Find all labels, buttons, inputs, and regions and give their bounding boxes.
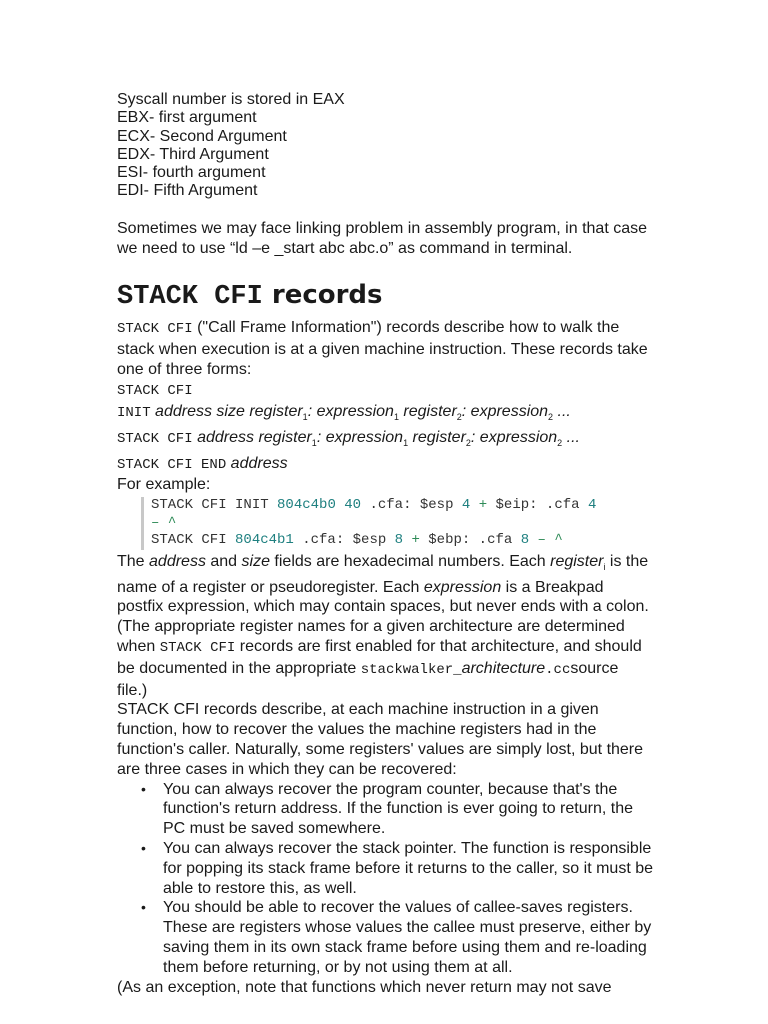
- subscript: 2: [456, 411, 462, 422]
- linking-note: Sometimes we may face linking problem in assembly program, in that case we need to use “ld –e _start abc abc.o” as command in terminal.: [117, 219, 647, 257]
- text-run: and: [205, 552, 242, 570]
- bullet-icon: •: [141, 839, 146, 856]
- trailing-line: (As an exception, note that functions which never return may not save: [117, 978, 612, 996]
- list-item-text: You can always recover the stack pointer. The function is responsible for popping its stack frame before it returns to the caller, so it must be able to restore this, as well.: [163, 839, 654, 897]
- recovery-paragraph: STACK CFI records describe, at each machine instruction in a given function, how to recover the values the machine registers had in the function's caller. Naturally, some registers' values are simply lost, but there are three cases in which they can be recovered:: [117, 701, 644, 778]
- text-run: records are first enabled for that architecture, and should be documented in the appropriate: [117, 638, 642, 677]
- inline-code: STACK CFI END: [117, 456, 227, 473]
- list-item: [141, 898, 653, 977]
- intro-text: ("Call Frame Information") records describe how to walk the stack when execution is at a given machine instruction. These records take one of three forms:: [117, 319, 648, 378]
- bullet-icon: •: [141, 899, 146, 916]
- code-operator: –: [537, 532, 546, 549]
- form-arg: register: [408, 428, 466, 446]
- code-line: [151, 532, 653, 550]
- code-token: .cfa: $esp: [293, 532, 395, 549]
- example-code-block: [141, 497, 653, 550]
- description-paragraph: [117, 552, 653, 701]
- form-arg: register: [398, 402, 457, 420]
- inline-code: STACK CFI: [117, 382, 193, 399]
- code-token: STACK CFI: [151, 532, 236, 549]
- italic-term: address: [149, 552, 206, 570]
- inline-code: INIT: [117, 404, 151, 421]
- list-item-text: You should be able to recover the values of callee-saves registers. These are registers whose values the callee must preserve, either by saving them in its own stack frame before using them and re-loading them before returning, or by not using them at all.: [163, 899, 652, 976]
- subscript: 2: [465, 437, 471, 448]
- text-run: The: [117, 552, 150, 570]
- list-item-text: You can always recover the program counter, because that's the function's return address. If the function is ever going to return, the PC must be saved somewhere.: [163, 780, 633, 838]
- code-operator: +: [411, 532, 420, 549]
- document-page: [117, 91, 653, 997]
- form-arg: ...: [553, 402, 571, 420]
- code-number: 804c4b1: [235, 532, 294, 549]
- subscript: 1: [302, 411, 308, 422]
- list-item: [141, 839, 654, 898]
- form-arg: : expression: [307, 402, 394, 420]
- note-line: ESI- fourth argument: [117, 164, 266, 182]
- subscript: 1: [403, 437, 409, 448]
- form-3: [117, 454, 653, 476]
- note-line: Syscall number is stored in EAX: [117, 91, 345, 108]
- form-arg: address register: [192, 428, 312, 446]
- form-1: [117, 380, 653, 428]
- code-number: 4: [587, 497, 597, 514]
- form-arg: : expression: [316, 428, 404, 446]
- code-token: .cfa: $esp: [361, 497, 462, 514]
- code-line: [151, 497, 653, 532]
- italic-term: register: [550, 552, 604, 570]
- code-operator: +: [478, 497, 488, 514]
- text-run: source file.): [117, 659, 619, 699]
- note-line: ECX- Second Argument: [117, 127, 287, 145]
- code-operator: ^: [167, 514, 177, 531]
- subscript: 2: [548, 411, 554, 422]
- list-item: [141, 780, 653, 839]
- code-token: $ebp: .cfa: [419, 532, 521, 549]
- code-number: 8: [520, 532, 530, 549]
- inline-code: STACK CFI: [117, 430, 193, 447]
- form-arg: : expression: [461, 402, 549, 420]
- code-operator: ^: [554, 532, 563, 549]
- note-line: EDX- Third Argument: [117, 145, 269, 163]
- code-number: 804c4b0: [277, 497, 336, 514]
- form-arg: address size register: [150, 402, 303, 420]
- code-number: 8: [394, 532, 404, 549]
- form-2: [117, 428, 653, 454]
- intro-paragraph: [117, 318, 653, 379]
- form-arg: address: [226, 454, 288, 472]
- spacer: [117, 201, 653, 219]
- bullet-icon: •: [141, 780, 146, 797]
- code-number: 4: [461, 497, 471, 514]
- inline-code: STACK CFI: [117, 321, 193, 338]
- inline-code: STACK CFI: [159, 640, 236, 656]
- recovery-list: [117, 780, 653, 978]
- inline-code: .cc: [545, 661, 571, 678]
- example-label: For example:: [117, 476, 211, 494]
- subscript: 1: [311, 437, 317, 448]
- text-run: is a Breakpad postfix expression, which may contain spaces, but never ends with a colon. (The appropriate register names for a given architecture are determined when: [117, 578, 649, 655]
- note-line: EBX- first argument: [117, 109, 257, 127]
- code-token: $eip: .cfa: [487, 497, 588, 514]
- italic-term: architecture: [461, 659, 546, 677]
- italic-term: expression: [423, 578, 502, 596]
- code-number: 40: [344, 497, 362, 514]
- italic-term: size: [241, 552, 270, 570]
- code-operator: –: [151, 514, 160, 531]
- form-arg: ...: [562, 428, 580, 446]
- subscript: i: [603, 561, 606, 572]
- form-arg: : expression: [470, 428, 558, 446]
- syscall-notes: [117, 91, 653, 201]
- subscript: 1: [393, 411, 399, 422]
- heading-text: records: [262, 280, 383, 311]
- code-token: STACK CFI INIT: [151, 497, 278, 514]
- inline-code: stackwalker_: [360, 661, 462, 678]
- section-heading: [117, 278, 653, 314]
- note-line: EDI- Fifth Argument: [117, 182, 258, 200]
- subscript: 2: [557, 437, 563, 448]
- text-run: is the name of a register or pseudoregister. Each: [117, 552, 649, 596]
- text-run: fields are hexadecimal numbers. Each: [269, 552, 551, 570]
- heading-code: STACK CFI: [117, 282, 263, 313]
